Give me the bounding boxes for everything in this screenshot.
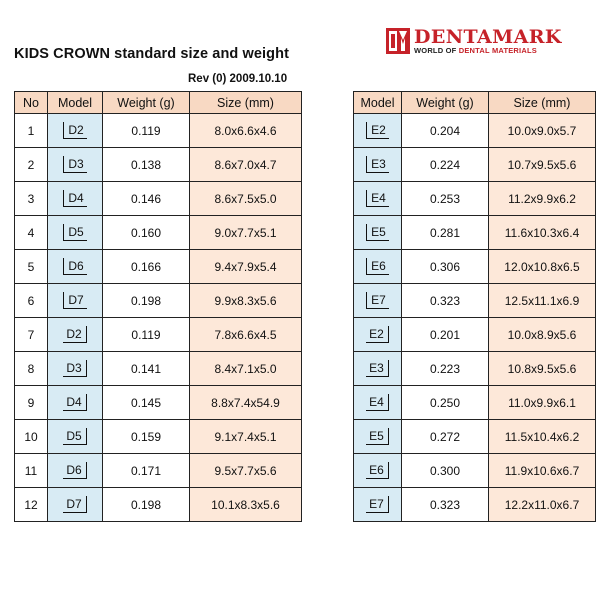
table-row: [15, 318, 302, 352]
size-cell: 7.8x6.6x4.5: [190, 318, 302, 352]
table-row: [354, 114, 596, 148]
model-cell: [354, 114, 402, 148]
model-cell: [354, 182, 402, 216]
column-header-weight: Weight (g): [402, 92, 489, 114]
weight-cell: 0.300: [402, 454, 489, 488]
model-code: E7: [366, 496, 389, 513]
size-cell: 9.4x7.9x5.4: [190, 250, 302, 284]
model-cell: [48, 250, 103, 284]
model-cell: [48, 420, 103, 454]
weight-cell: 0.323: [402, 284, 489, 318]
number-cell: 10: [15, 420, 48, 454]
left-size-table: [14, 91, 302, 522]
table-row: [15, 454, 302, 488]
weight-cell: 0.204: [402, 114, 489, 148]
size-cell: 10.7x9.5x5.6: [489, 148, 596, 182]
table-row: [15, 216, 302, 250]
size-cell: 10.1x8.3x5.6: [190, 488, 302, 522]
size-cell: 11.6x10.3x6.4: [489, 216, 596, 250]
model-code: E7: [366, 292, 389, 309]
weight-cell: 0.138: [103, 148, 190, 182]
size-cell: 11.9x10.6x6.7: [489, 454, 596, 488]
weight-cell: 0.160: [103, 216, 190, 250]
model-code: D5: [63, 428, 86, 445]
weight-cell: 0.224: [402, 148, 489, 182]
column-header-no: No: [15, 92, 48, 114]
weight-cell: 0.272: [402, 420, 489, 454]
model-cell: [354, 318, 402, 352]
number-cell: 9: [15, 386, 48, 420]
model-code: E6: [366, 462, 389, 479]
size-cell: 11.0x9.9x6.1: [489, 386, 596, 420]
weight-cell: 0.250: [402, 386, 489, 420]
weight-cell: 0.253: [402, 182, 489, 216]
dentamark-logo: [386, 26, 586, 58]
size-cell: 10.8x9.5x5.6: [489, 352, 596, 386]
model-code: E5: [366, 224, 389, 241]
table-row: [354, 148, 596, 182]
logo-tagline-part2: DENTAL MATERIALS: [458, 46, 537, 55]
size-cell: 12.5x11.1x6.9: [489, 284, 596, 318]
weight-cell: 0.198: [103, 284, 190, 318]
size-cell: 8.4x7.1x5.0: [190, 352, 302, 386]
number-cell: 4: [15, 216, 48, 250]
number-cell: 11: [15, 454, 48, 488]
weight-cell: 0.281: [402, 216, 489, 250]
size-cell: 11.2x9.9x6.2: [489, 182, 596, 216]
model-code: E4: [366, 394, 389, 411]
table-row: [354, 386, 596, 420]
size-cell: 12.2x11.0x6.7: [489, 488, 596, 522]
table-row: [354, 454, 596, 488]
column-header-model: Model: [48, 92, 103, 114]
model-code: D4: [63, 190, 86, 207]
model-cell: [48, 284, 103, 318]
weight-cell: 0.198: [103, 488, 190, 522]
revision-label: Rev (0) 2009.10.10: [188, 73, 288, 85]
table-row: [15, 250, 302, 284]
weight-cell: 0.223: [402, 352, 489, 386]
size-cell: 9.0x7.7x5.1: [190, 216, 302, 250]
model-code: D5: [63, 224, 86, 241]
weight-cell: 0.171: [103, 454, 190, 488]
model-code: E2: [366, 326, 389, 343]
table-row: [15, 420, 302, 454]
column-header-size: Size (mm): [190, 92, 302, 114]
size-cell: 12.0x10.8x6.5: [489, 250, 596, 284]
model-cell: [354, 386, 402, 420]
model-cell: [48, 114, 103, 148]
table-row: [354, 420, 596, 454]
size-cell: 11.5x10.4x6.2: [489, 420, 596, 454]
model-cell: [354, 284, 402, 318]
number-cell: 3: [15, 182, 48, 216]
model-code: E3: [366, 156, 389, 173]
model-code: E5: [366, 428, 389, 445]
weight-cell: 0.145: [103, 386, 190, 420]
model-cell: [48, 386, 103, 420]
column-header-model: Model: [354, 92, 402, 114]
number-cell: 6: [15, 284, 48, 318]
number-cell: 2: [15, 148, 48, 182]
table-row: [15, 114, 302, 148]
weight-cell: 0.146: [103, 182, 190, 216]
column-header-size: Size (mm): [489, 92, 596, 114]
weight-cell: 0.323: [402, 488, 489, 522]
table-header-row: [15, 92, 302, 114]
weight-cell: 0.159: [103, 420, 190, 454]
table-row: [15, 182, 302, 216]
model-cell: [48, 216, 103, 250]
model-code: D7: [63, 496, 86, 513]
table-row: [15, 352, 302, 386]
model-code: E4: [366, 190, 389, 207]
size-cell: 9.9x8.3x5.6: [190, 284, 302, 318]
size-cell: 8.0x6.6x4.6: [190, 114, 302, 148]
column-header-weight: Weight (g): [103, 92, 190, 114]
model-code: D4: [63, 394, 86, 411]
logo-name: DENTAMARK: [414, 26, 562, 48]
number-cell: 7: [15, 318, 48, 352]
size-cell: 10.0x9.0x5.7: [489, 114, 596, 148]
right-size-table: [353, 91, 596, 522]
model-code: D3: [63, 156, 86, 173]
model-cell: [354, 488, 402, 522]
model-cell: [48, 148, 103, 182]
table-row: [15, 386, 302, 420]
model-cell: [48, 488, 103, 522]
table-header-row: [354, 92, 596, 114]
model-cell: [48, 318, 103, 352]
model-code: E6: [366, 258, 389, 275]
size-cell: 8.6x7.5x5.0: [190, 182, 302, 216]
model-cell: [354, 250, 402, 284]
model-code: D2: [63, 326, 86, 343]
size-cell: 9.5x7.7x5.6: [190, 454, 302, 488]
table-row: [15, 148, 302, 182]
table-row: [15, 488, 302, 522]
size-cell: 8.6x7.0x4.7: [190, 148, 302, 182]
model-code: E2: [366, 122, 389, 139]
weight-cell: 0.119: [103, 114, 190, 148]
weight-cell: 0.306: [402, 250, 489, 284]
table-row: [354, 250, 596, 284]
size-cell: 10.0x8.9x5.6: [489, 318, 596, 352]
weight-cell: 0.201: [402, 318, 489, 352]
number-cell: 8: [15, 352, 48, 386]
table-row: [15, 284, 302, 318]
model-code: D6: [63, 462, 86, 479]
number-cell: 5: [15, 250, 48, 284]
weight-cell: 0.141: [103, 352, 190, 386]
table-row: [354, 488, 596, 522]
model-cell: [354, 454, 402, 488]
number-cell: 12: [15, 488, 48, 522]
model-code: D6: [63, 258, 86, 275]
model-code: D2: [63, 122, 86, 139]
model-cell: [48, 182, 103, 216]
model-cell: [354, 216, 402, 250]
model-cell: [354, 352, 402, 386]
model-cell: [48, 454, 103, 488]
table-row: [354, 284, 596, 318]
model-code: D7: [63, 292, 86, 309]
table-row: [354, 182, 596, 216]
model-cell: [48, 352, 103, 386]
logo-tagline-part1: WORLD OF: [414, 46, 457, 55]
number-cell: 1: [15, 114, 48, 148]
logo-tagline: [414, 46, 537, 55]
table-row: [354, 216, 596, 250]
model-code: D3: [63, 360, 86, 377]
weight-cell: 0.166: [103, 250, 190, 284]
table-row: [354, 352, 596, 386]
model-cell: [354, 148, 402, 182]
dentamark-logo-icon: [386, 28, 410, 54]
table-row: [354, 318, 596, 352]
weight-cell: 0.119: [103, 318, 190, 352]
page-title: KIDS CROWN standard size and weight: [14, 46, 289, 62]
size-cell: 9.1x7.4x5.1: [190, 420, 302, 454]
size-cell: 8.8x7.4x54.9: [190, 386, 302, 420]
model-code: E3: [366, 360, 389, 377]
model-cell: [354, 420, 402, 454]
